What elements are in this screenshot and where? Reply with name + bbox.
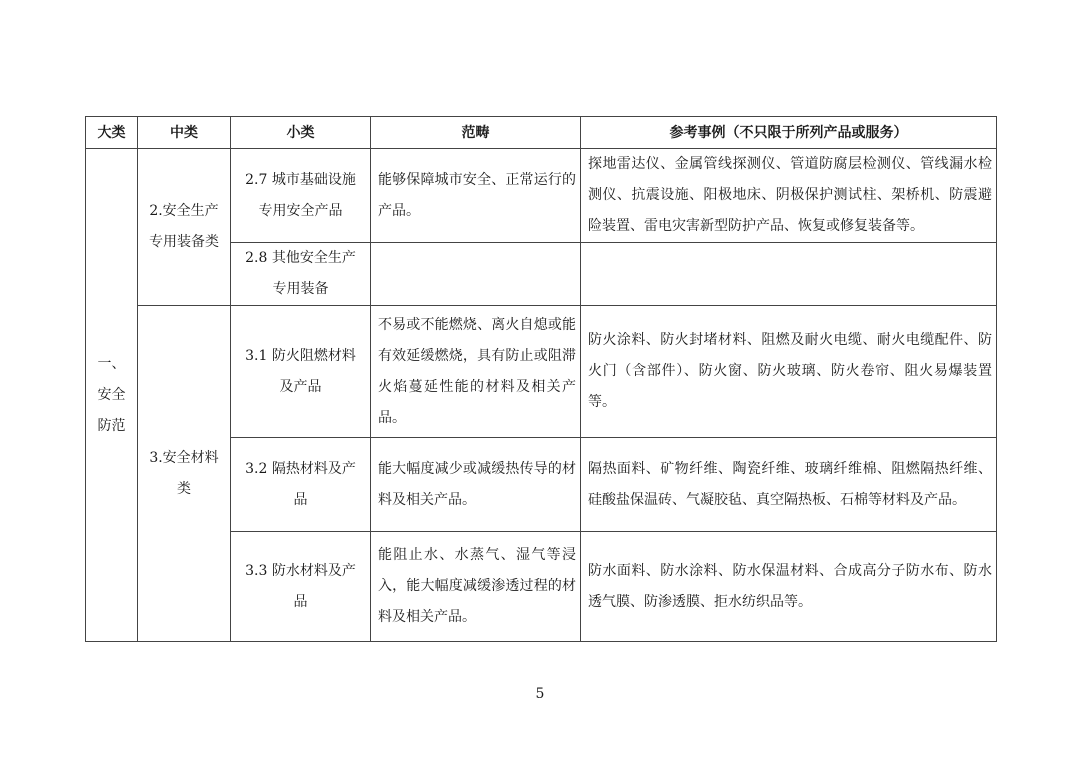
examples-cell: 防水面料、防水涂料、防水保温材料、合成高分子防水布、防水透气膜、防渗透膜、拒水纺织品等。 [581, 532, 997, 642]
header-major: 大类 [86, 117, 138, 149]
middle-category-line: 类 [177, 480, 191, 497]
major-category-cell [86, 149, 138, 642]
major-category-line: 一、 [97, 355, 126, 372]
middle-category-line: 3.安全材料 [149, 449, 219, 466]
scope-cell: 能够保障城市安全、正常运行的产品。 [371, 149, 581, 243]
table-row [86, 149, 997, 243]
minor-category-cell [231, 243, 371, 306]
examples-cell: 隔热面料、矿物纤维、陶瓷纤维、玻璃纤维棉、阻燃隔热纤维、硅酸盐保温砖、气凝胶毡、真空隔热板、石棉等材料及产品。 [581, 438, 997, 532]
scope-cell: 能大幅度减少或减缓热传导的材料及相关产品。 [371, 438, 581, 532]
minor-category-cell [231, 438, 371, 532]
minor-category-line: 及产品 [279, 378, 322, 395]
major-category-line: 防范 [97, 417, 126, 434]
minor-category-line: 3.1 防火阻燃材料 [245, 347, 356, 364]
minor-category-line: 品 [293, 593, 308, 610]
minor-category-line: 品 [293, 491, 308, 508]
header-middle: 中类 [138, 117, 231, 149]
middle-category-line: 2.安全生产 [149, 203, 219, 219]
scope-cell [371, 243, 581, 306]
scope-cell: 能阻止水、水蒸气、湿气等浸入，能大幅度减缓渗透过程的材料及相关产品。 [371, 532, 581, 642]
table-row [86, 306, 997, 438]
minor-category-cell [231, 149, 371, 243]
scope-cell: 不易或不能燃烧、离火自熄或能有效延缓燃烧，具有防止或阻滞火焰蔓延性能的材料及相关产品。 [371, 306, 581, 438]
minor-category-line: 2.8 其他安全生产 [245, 250, 356, 266]
header-examples: 参考事例（不只限于所列产品或服务） [581, 117, 997, 149]
minor-category-line: 2.7 城市基础设施 [245, 171, 356, 188]
minor-category-line: 专用装备 [272, 281, 329, 297]
examples-cell: 探地雷达仪、金属管线探测仪、管道防腐层检测仪、管线漏水检测仪、抗震设施、阳极地床、阴极保护测试柱、架桥机、防震避险装置、雷电灾害新型防护产品、恢复或修复装备等。 [581, 149, 997, 243]
header-minor: 小类 [231, 117, 371, 149]
examples-cell: 防火涂料、防火封堵材料、阻燃及耐火电缆、耐火电缆配件、防火门（含部件）、防火窗、防火玻璃、防火卷帘、阻火易爆装置等。 [581, 306, 997, 438]
minor-category-line: 3.3 防水材料及产 [245, 562, 356, 579]
examples-cell [581, 243, 997, 306]
major-category-line: 安全 [97, 386, 126, 403]
minor-category-line: 3.2 隔热材料及产 [245, 460, 356, 477]
minor-category-line: 专用安全产品 [258, 202, 343, 219]
minor-category-cell [231, 532, 371, 642]
minor-category-cell [231, 306, 371, 438]
middle-category-cell [138, 149, 231, 306]
middle-category-line: 专用装备类 [149, 234, 219, 250]
header-scope: 范畴 [371, 117, 581, 149]
table-header-row [86, 117, 997, 149]
page-number: 5 [535, 686, 545, 702]
middle-category-cell [138, 306, 231, 642]
category-table [85, 116, 997, 642]
